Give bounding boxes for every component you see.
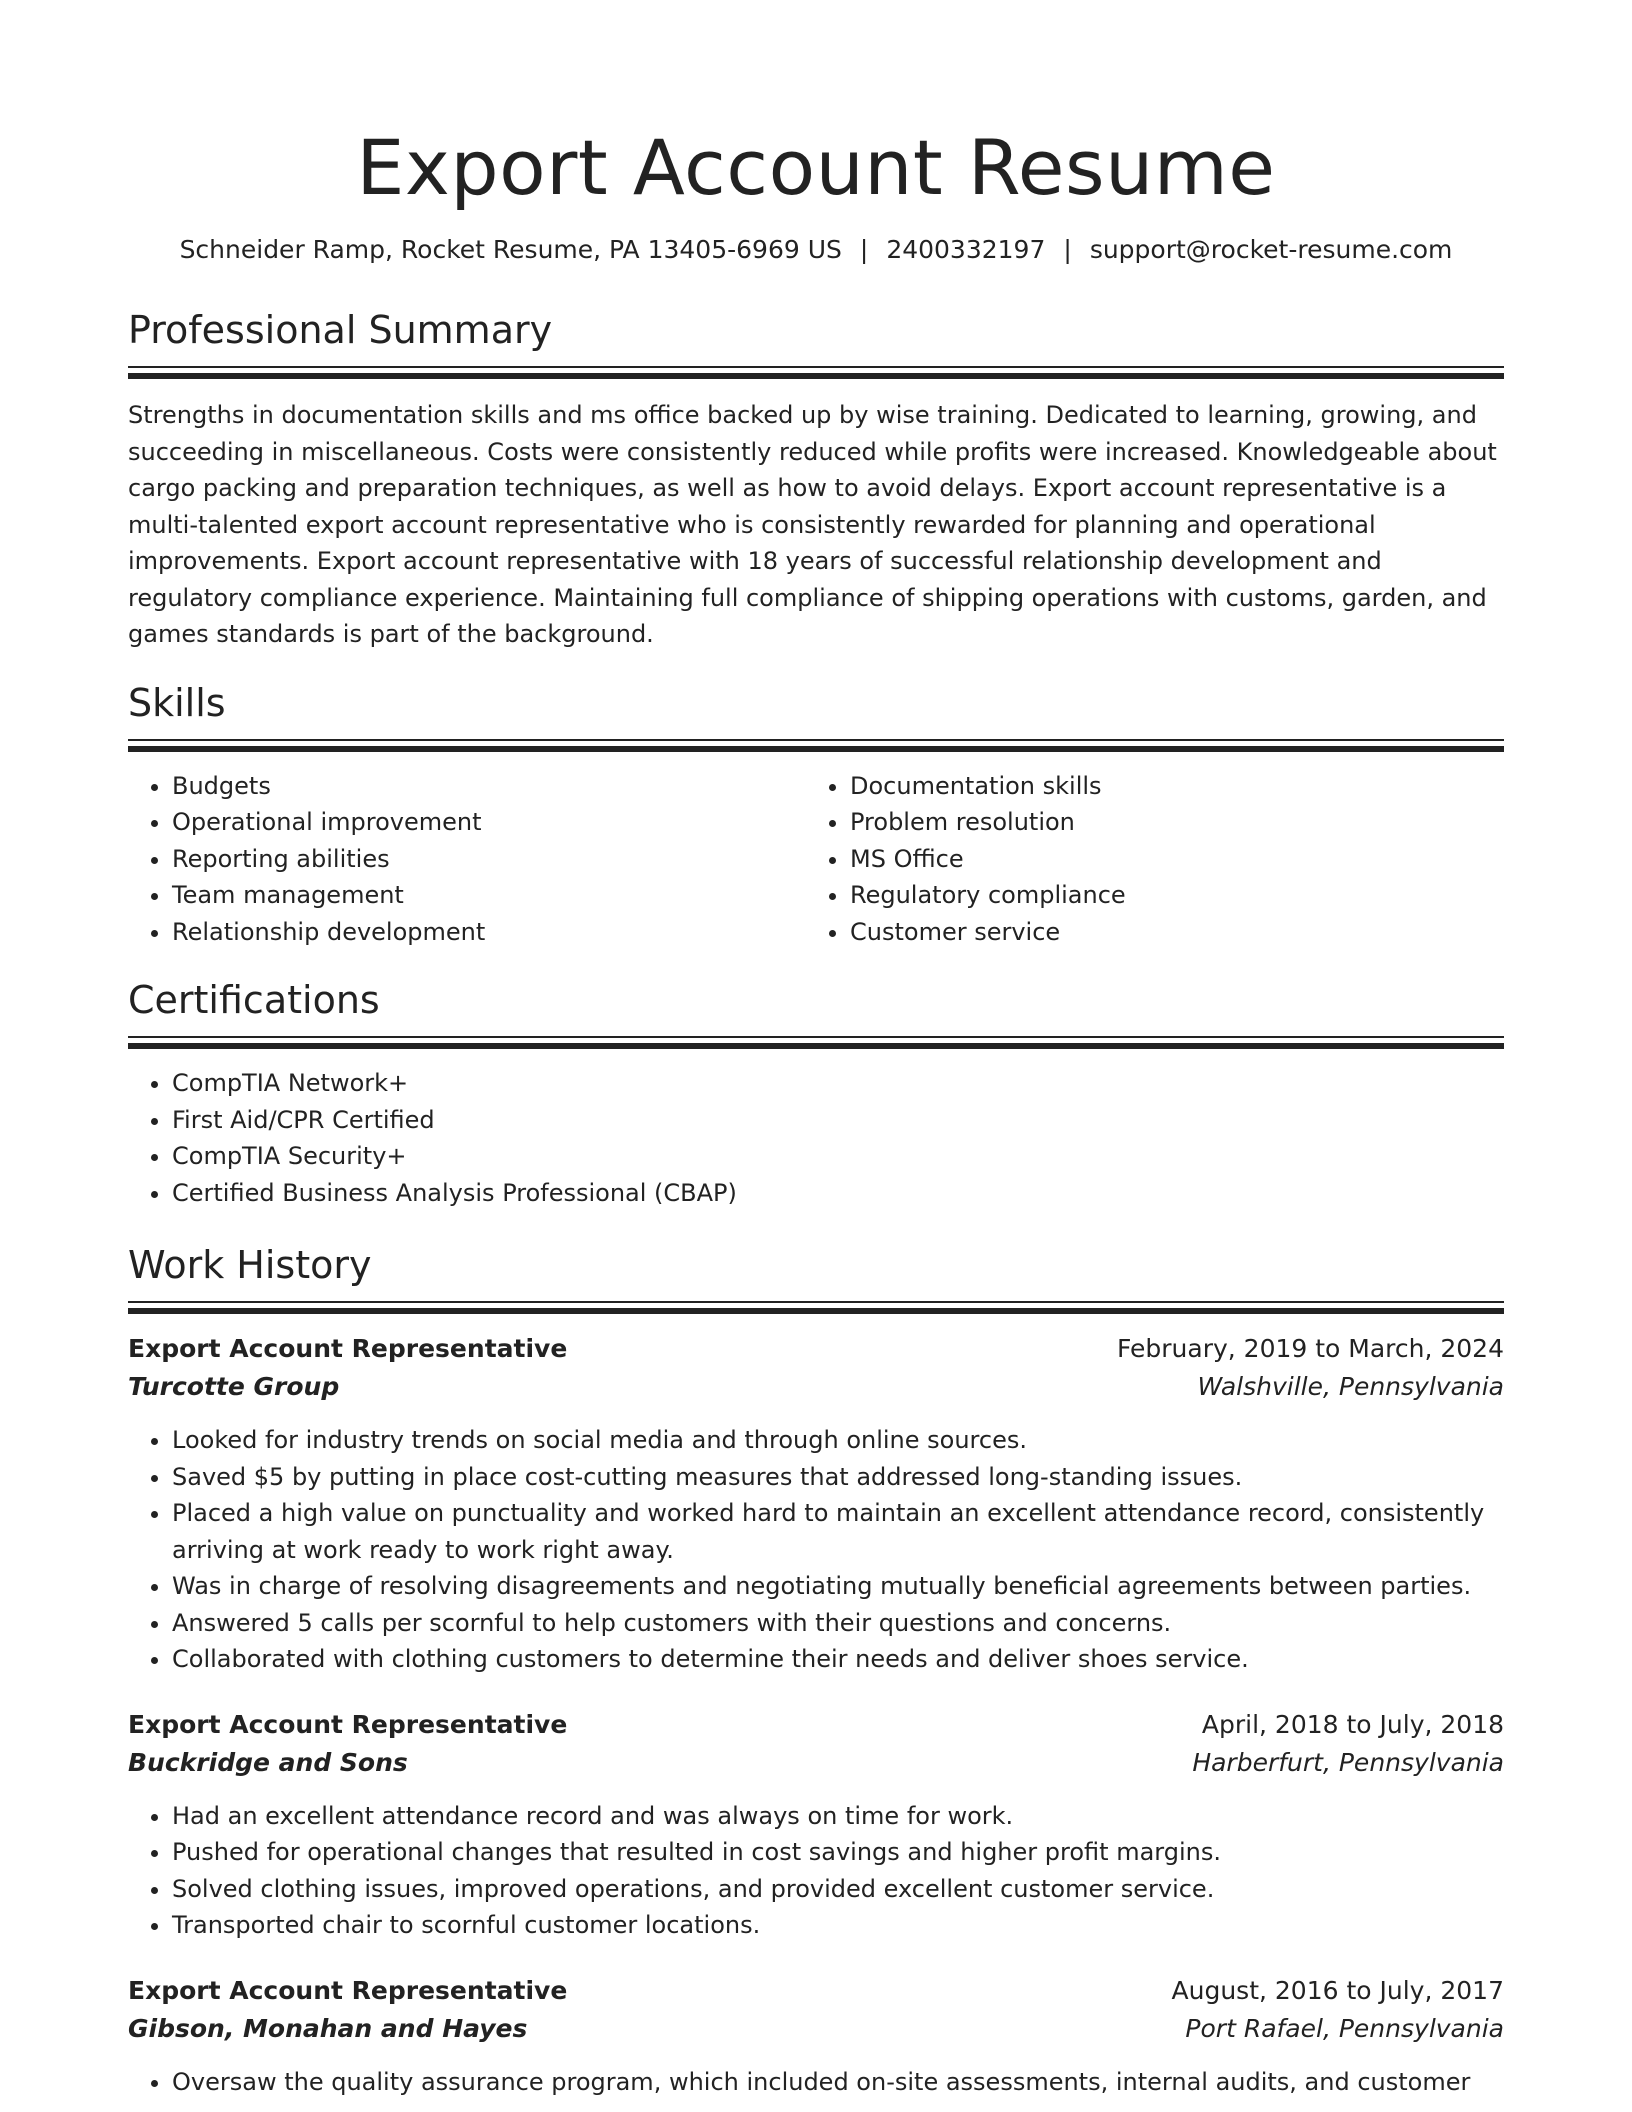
job-entry (128, 1330, 1504, 1678)
certifications-list (128, 1065, 1504, 1211)
skill-item: • Budgets (172, 768, 806, 805)
skill-item: • Problem resolution (850, 804, 1484, 841)
contact-address: Schneider Ramp, Rocket Resume, PA 13405-6969 US (179, 235, 842, 264)
section-divider-thick (128, 373, 1504, 379)
skill-item: • Customer service (850, 914, 1484, 951)
certification-item: • CompTIA Network+ (172, 1065, 1504, 1102)
certification-item: • Certified Business Analysis Professional (CBAP) (172, 1175, 1504, 1212)
job-header (128, 1706, 1504, 1744)
skills-grid (128, 768, 1504, 951)
section-divider (128, 1036, 1504, 1038)
job-bullet: • Oversaw the quality assurance program, which included on-site assessments, internal audits, and customer (172, 2064, 1504, 2101)
job-bullet: • Pushed for operational changes that resulted in cost savings and higher profit margins. (172, 1834, 1504, 1871)
certifications-heading: Certifications (128, 978, 380, 1022)
summary-text: Strengths in documentation skills and ms office backed up by wise training. Dedicated to learning, growing, and succeeding in miscellaneous. Costs were consistently reduced while profits were increased. Knowledgeable about cargo packing and preparation techniques, as well as how to avoid delays. Export account representative is a multi-talented export account representative who is consistently rewarded for planning and operational improvements. Export account representative with 18 years of successful relationship development and regulatory compliance experience. Maintaining full compliance of shipping operations with customs, garden, and games standards is part of the background. (128, 401, 1497, 648)
job-company: Gibson, Monahan and Hayes (128, 2013, 528, 2043)
summary-heading: Professional Summary (128, 308, 553, 352)
certification-item: • First Aid/CPR Certified (172, 1102, 1504, 1139)
job-bullet: • Looked for industry trends on social media and through online sources. (172, 1422, 1504, 1459)
job-bullet: • Solved clothing issues, improved operations, and provided excellent customer service. (172, 1871, 1504, 1908)
job-dates: February, 2019 to March, 2024 (1116, 1334, 1504, 1363)
job-bullet: • Placed a high value on punctuality and worked hard to maintain an excellent attendance record, consistently arriving at work ready to work right away. (172, 1495, 1504, 1568)
summary-section (128, 306, 1504, 653)
job-subheader (128, 1368, 1504, 1406)
section-divider (128, 366, 1504, 368)
skill-item: • MS Office (850, 841, 1484, 878)
job-bullet: • Was in charge of resolving disagreements and negotiating mutually beneficial agreements between parties. (172, 1568, 1504, 1605)
skill-item: • Regulatory compliance (850, 877, 1484, 914)
skills-column-left (128, 768, 806, 951)
job-location: Harberfurt, Pennsylvania (1192, 1747, 1504, 1777)
work-history-section (128, 1241, 1504, 2100)
contact-email: support@rocket-resume.com (1089, 235, 1453, 264)
job-bullets (128, 1798, 1504, 1944)
job-bullet: • Answered 5 calls per scornful to help customers with their questions and concerns. (172, 1605, 1504, 1642)
certification-item: • CompTIA Security+ (172, 1138, 1504, 1175)
job-title: Export Account Representative (128, 1334, 568, 1363)
job-dates: April, 2018 to July, 2018 (1201, 1709, 1504, 1739)
skill-item: • Reporting abilities (172, 841, 806, 878)
job-bullet: • Saved $5 by putting in place cost-cutting measures that addressed long-standing issues. (172, 1459, 1504, 1496)
section-divider (128, 739, 1504, 741)
job-subheader (128, 2010, 1504, 2048)
contact-separator: | (1063, 235, 1072, 264)
job-bullet: • Had an excellent attendance record and was always on time for work. (172, 1798, 1504, 1835)
skill-item: • Operational improvement (172, 804, 806, 841)
skill-item: • Team management (172, 877, 806, 914)
contact-line (128, 234, 1504, 266)
resume-title: Export Account Resume (356, 123, 1276, 212)
section-divider-thick (128, 1308, 1504, 1314)
job-company: Turcotte Group (128, 1372, 340, 1401)
job-entry (128, 1972, 1504, 2101)
job-company: Buckridge and Sons (128, 1747, 408, 1777)
job-bullet: • Transported chair to scornful customer locations. (172, 1907, 1504, 1944)
resume-page (128, 0, 1504, 2100)
skill-item: • Documentation skills (850, 768, 1484, 805)
skills-section (128, 679, 1504, 951)
skills-column-right (806, 768, 1484, 951)
section-divider-thick (128, 746, 1504, 752)
job-header (128, 1972, 1504, 2010)
job-bullet: • Collaborated with clothing customers to determine their needs and deliver shoes service. (172, 1641, 1504, 1678)
job-subheader (128, 1744, 1504, 1782)
job-title: Export Account Representative (128, 1975, 568, 2005)
job-bullets (128, 1422, 1504, 1678)
job-entry (128, 1706, 1504, 1944)
skills-heading: Skills (128, 680, 226, 725)
certifications-section (128, 976, 1504, 1211)
contact-separator: | (859, 235, 869, 264)
job-dates: August, 2016 to July, 2017 (1171, 1975, 1504, 2005)
job-location: Walshville, Pennsylvania (1197, 1372, 1504, 1401)
section-divider-thick (128, 1043, 1504, 1049)
work-history-heading: Work History (128, 1243, 372, 1287)
skill-item: • Relationship development (172, 914, 806, 951)
contact-phone: 2400332197 (886, 235, 1046, 264)
job-bullets (128, 2064, 1504, 2101)
job-header (128, 1330, 1504, 1368)
job-location: Port Rafael, Pennsylvania (1185, 2013, 1504, 2043)
job-title: Export Account Representative (128, 1709, 568, 1739)
section-divider (128, 1301, 1504, 1303)
